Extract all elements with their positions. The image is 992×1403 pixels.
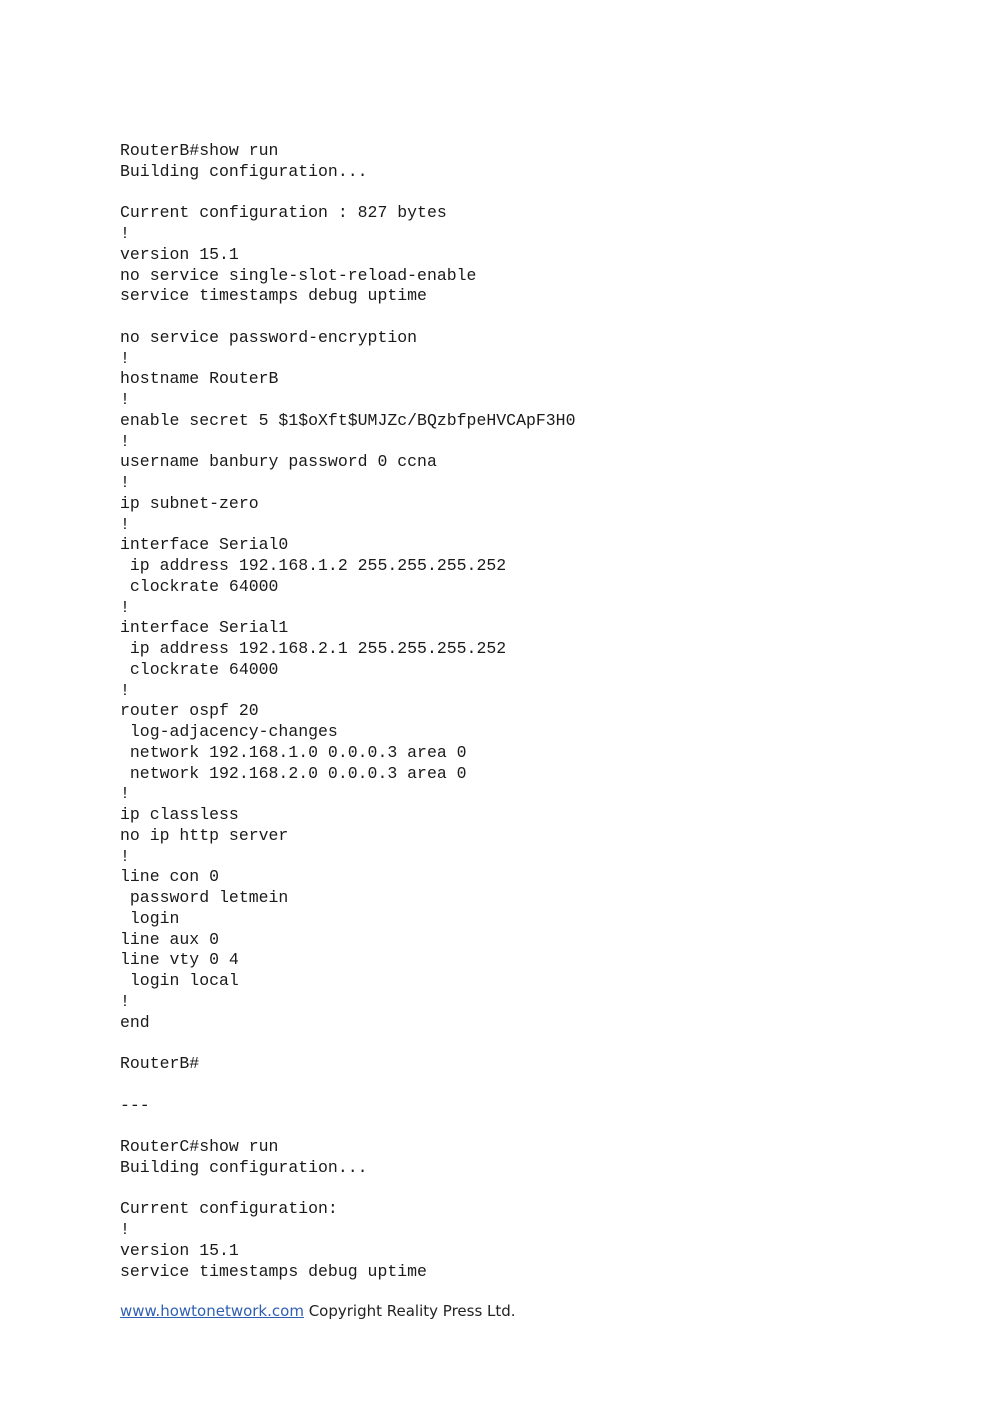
page-footer: [120, 1301, 516, 1321]
config-line: ip address 192.168.1.2 255.255.255.252: [120, 556, 507, 575]
router-config-output: [120, 141, 575, 1282]
config-line: ---: [120, 1095, 150, 1115]
config-line: version 15.1: [120, 244, 239, 264]
config-line: clockrate 64000: [120, 659, 279, 679]
config-line: no service password-encryption: [120, 327, 418, 347]
config-line: no ip http server: [120, 825, 289, 845]
config-line: line vty 0 4: [120, 950, 239, 970]
blank-line: [120, 307, 575, 328]
config-line: interface Serial1: [120, 618, 289, 638]
config-line: Current configuration : 827 bytes: [120, 203, 447, 223]
config-line: hostname RouterB: [120, 369, 279, 389]
config-line: ip classless: [120, 805, 239, 824]
config-line: ip address 192.168.2.1 255.255.255.252: [120, 639, 507, 658]
config-line: !: [120, 991, 130, 1011]
config-line: log-adjacency-changes: [120, 722, 338, 741]
config-line: Building configuration...: [120, 1157, 368, 1177]
config-line: line con 0: [120, 867, 220, 887]
blank-line: [120, 1116, 575, 1137]
config-line: clockrate 64000: [120, 576, 279, 596]
copyright-text: Copyright Reality Press Ltd.: [303, 1302, 516, 1320]
config-line: !: [120, 784, 130, 804]
config-line: username banbury password 0 ccna: [120, 452, 437, 472]
config-line: RouterB#: [120, 1054, 200, 1073]
config-line: !: [120, 431, 130, 451]
config-line: network 192.168.2.0 0.0.0.3 area 0: [120, 763, 467, 783]
blank-line: [120, 1075, 575, 1096]
blank-line: [120, 1179, 575, 1200]
config-line: network 192.168.1.0 0.0.0.3 area 0: [120, 742, 467, 762]
config-line: Current configuration:: [120, 1199, 338, 1219]
config-line: RouterB#show run: [120, 141, 279, 160]
config-line: end: [120, 1012, 150, 1032]
config-line: password letmein: [120, 888, 289, 907]
website-link[interactable]: www.howtonetwork.com: [120, 1302, 304, 1320]
config-line: router ospf 20: [120, 701, 259, 721]
config-line: !: [120, 514, 130, 534]
config-line: !: [120, 680, 130, 700]
config-line: Building configuration...: [120, 161, 368, 181]
config-line: version 15.1: [120, 1240, 239, 1260]
config-line: ip subnet-zero: [120, 493, 259, 513]
config-line: enable secret 5 $1$oXft$UMJZc/BQzbfpeHVCApF3H0: [120, 410, 576, 430]
config-line: !: [120, 348, 130, 368]
config-line: interface Serial0: [120, 535, 289, 555]
blank-line: [120, 1033, 575, 1054]
config-line: service timestamps debug uptime: [120, 286, 427, 306]
config-line: service timestamps debug uptime: [120, 1261, 427, 1281]
config-line: login: [120, 908, 180, 928]
blank-line: [120, 183, 575, 204]
config-line: !: [120, 597, 130, 617]
config-line: no service single-slot-reload-enable: [120, 265, 477, 285]
config-line: !: [120, 390, 130, 409]
config-line: line aux 0: [120, 929, 220, 949]
config-line: !: [120, 224, 130, 243]
config-line: RouterC#show run: [120, 1137, 279, 1156]
config-line: !: [120, 846, 130, 866]
config-line: login local: [120, 971, 239, 990]
config-line: !: [120, 473, 130, 492]
config-line: !: [120, 1220, 130, 1239]
